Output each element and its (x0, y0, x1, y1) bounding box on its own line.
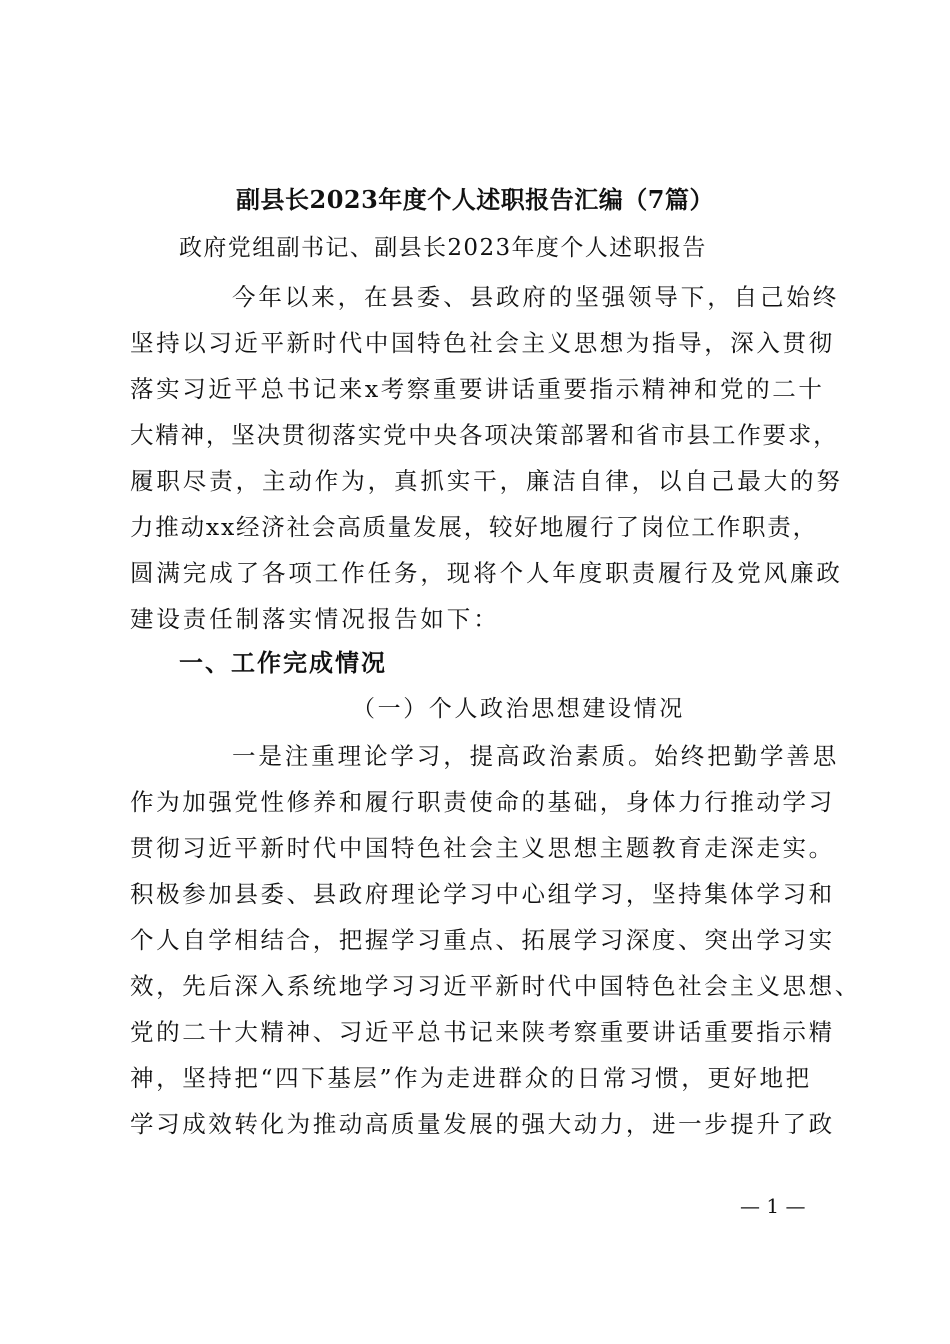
subsection-heading: （一）个人政治思想建设情况 (352, 696, 685, 722)
paragraph-line: 作为加强党性修养和履行职责使命的基础，身体力行推动学习 (130, 788, 835, 816)
paragraph-line: 学习成效转化为推动高质量发展的强大动力，进一步提升了政 (130, 1110, 835, 1138)
section-heading: 一、工作完成情况 (179, 648, 387, 677)
paragraph-line: 圆满完成了各项工作任务，现将个人年度职责履行及党风廉政 (130, 559, 843, 587)
paragraph-line: 积极参加县委、县政府理论学习中心组学习，坚持集体学习和 (130, 880, 835, 908)
paragraph-line: 贯彻习近平新时代中国特色社会主义思想主题教育走深走实。 (130, 834, 835, 862)
paragraph-line: 力推动xx经济社会高质量发展，较好地履行了岗位工作职责， (130, 513, 818, 541)
paragraph-line: 建设责任制落实情况报告如下： (130, 605, 500, 633)
paragraph-line: 大精神，坚决贯彻落实党中央各项决策部署和省市县工作要求， (130, 421, 839, 449)
paragraph-line: 履职尽责，主动作为，真抓实干，廉洁自律，以自己最大的努 (130, 467, 843, 495)
paragraph-line: 效，先后深入系统地学习习近平新时代中国特色社会主义思想、 (130, 972, 861, 1000)
report-subtitle: 政府党组副书记、副县长2023年度个人述职报告 (179, 235, 707, 261)
paragraph-line: 一是注重理论学习，提高政治素质。始终把勤学善思 (232, 742, 840, 770)
document-title: 副县长2023年度个人述职报告汇编（7篇） (236, 185, 714, 214)
paragraph-line: 今年以来，在县委、县政府的坚强领导下，自己始终 (232, 283, 840, 311)
paragraph-line: 个人自学相结合，把握学习重点、拓展学习深度、突出学习实 (130, 926, 835, 954)
paragraph-line: 神，坚持把“四下基层”作为走进群众的日常习惯，更好地把 (130, 1064, 812, 1092)
page-number: — 1 — (740, 1194, 806, 1218)
paragraph-line: 坚持以习近平新时代中国特色社会主义思想为指导，深入贯彻 (130, 329, 835, 357)
paragraph-line: 落实习近平总书记来x考察重要讲话重要指示精神和党的二十 (130, 375, 825, 403)
paragraph-line: 党的二十大精神、习近平总书记来陕考察重要讲话重要指示精 (130, 1018, 835, 1046)
